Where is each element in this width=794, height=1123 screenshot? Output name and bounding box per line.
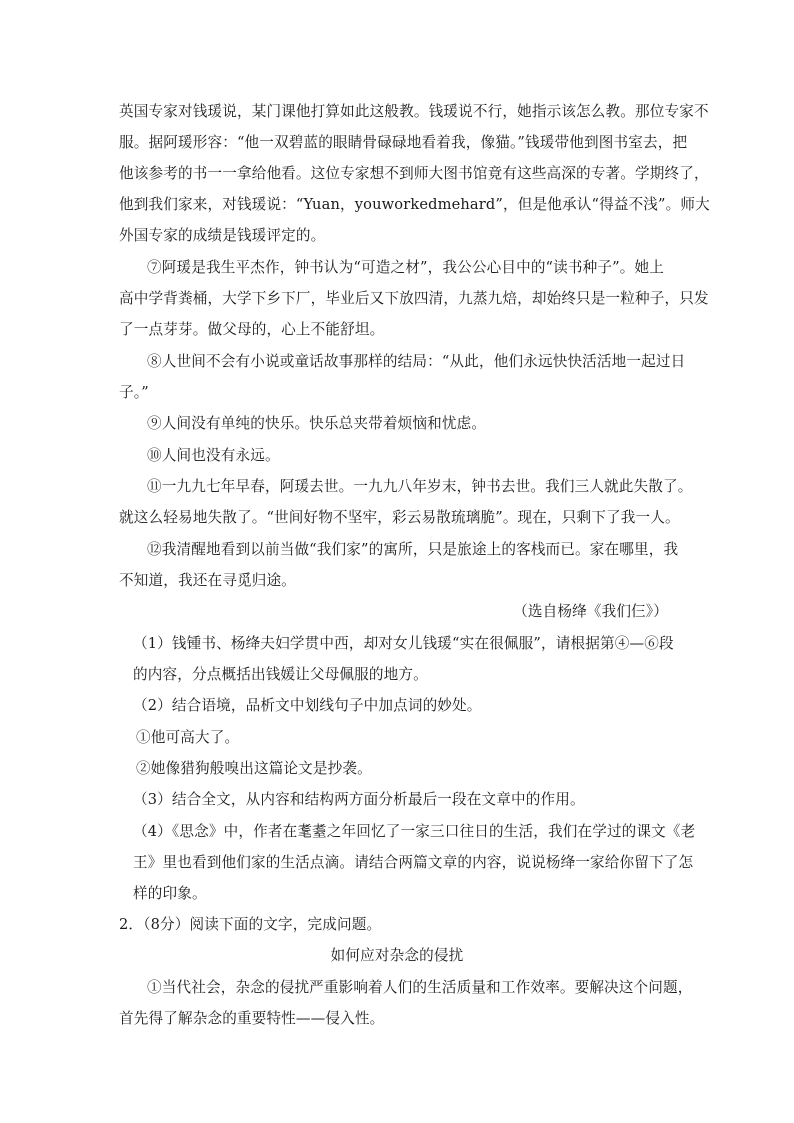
passage-line: 就这么轻易地失散了。“世间好物不坚牢，彩云易散琉璃脆”。现在，只剩下了我一人。 bbox=[119, 509, 680, 526]
problem-2-header: 2．（8分）阅读下面的文字，完成问题。 bbox=[119, 916, 382, 933]
question-4-cont: 样的印象。 bbox=[133, 885, 207, 902]
passage-line: 不知道，我还在寻觅归途。 bbox=[119, 572, 296, 589]
question-1-cont: 的内容，分点概括出钱媛让父母佩服的地方。 bbox=[133, 666, 428, 683]
question-2-item-1: ①他可高大了。 bbox=[136, 729, 240, 746]
article-paragraph-1-line: ①当代社会，杂念的侵扰严重影响着人们的生活质量和工作效率。要解决这个问题， bbox=[147, 979, 693, 996]
source-citation: （选自杨绛《我们仨》） bbox=[513, 603, 668, 620]
paragraph-11-line: ⑪一九九七年早春，阿瑗去世。一九九八年岁末，钟书去世。我们三人就此失散了。 bbox=[147, 478, 693, 495]
passage-line: 子。” bbox=[119, 384, 149, 401]
paragraph-7-line: ⑦阿瑗是我生平杰作，钟书认为“可造之材”，我公公心目中的“读书种子”。她上 bbox=[147, 259, 664, 276]
paragraph-12-line: ⑫我清醒地看到以前当做“我们家”的寓所，只是旅途上的客栈而已。家在哪里，我 bbox=[147, 541, 679, 558]
paragraph-8-line: ⑧人世间不会有小说或童话故事那样的结局：“从此，他们永远快快活活地一起过日 bbox=[147, 353, 686, 370]
question-2-item-2: ②她像猎狗般嗅出这篇论文是抄袭。 bbox=[136, 760, 372, 777]
paragraph-10-line: ⑩人间也没有永远。 bbox=[147, 447, 280, 464]
question-2: （2）结合语境，品析文中划线句子中加点词的妙处。 bbox=[133, 697, 482, 714]
question-4: （4）《思念》中，作者在耄耋之年回忆了一家三口往日的生活，我们在学过的课文《老 bbox=[133, 823, 696, 840]
question-1: （1）钱锺书、杨绛夫妇学贯中西，却对女儿钱瑗“实在很佩服”，请根据第④—⑥段 bbox=[133, 635, 674, 652]
passage-line: 英国专家对钱瑗说，某门课他打算如此这般教。钱瑗说不行，她指示该怎么教。那位专家不 bbox=[119, 103, 709, 120]
passage-line: 了一点芽芽。做父母的，心上不能舒坦。 bbox=[119, 321, 385, 338]
article-title: 如何应对杂念的侵扰 bbox=[330, 947, 464, 964]
paragraph-9-line: ⑨人间没有单纯的快乐。快乐总夹带着烦恼和忧虑。 bbox=[147, 415, 487, 432]
passage-line: 他该参考的书一一拿给他看。这位专家想不到师大图书馆竟有这些高深的专著。学期终了， bbox=[119, 165, 709, 182]
passage-line: 高中学背粪桶，大学下乡下厂，毕业后又下放四清，九蒸九焙，却始终只是一粒种子，只发 bbox=[119, 290, 709, 307]
passage-line: 服。据阿瑗形容：“他一双碧蓝的眼睛骨碌碌地看着我，像猫。”钱瑗带他到图书室去，把 bbox=[119, 134, 688, 151]
passage-line: 他到我们家来，对钱瑗说：“Yuan，youworkedmehard”，但是他承认“得益不浅”。师大 bbox=[119, 196, 710, 213]
question-3: （3）结合全文，从内容和结构两方面分析最后一段在文章中的作用。 bbox=[133, 791, 585, 808]
question-4-cont: 王》里也看到他们家的生活点滴。请结合两篇文章的内容，说说杨绛一家给你留下了怎 bbox=[133, 854, 694, 871]
passage-line: 外国专家的成绩是钱瑗评定的。 bbox=[119, 227, 326, 244]
article-line: 首先得了解杂念的重要特性——侵入性。 bbox=[119, 1010, 385, 1027]
